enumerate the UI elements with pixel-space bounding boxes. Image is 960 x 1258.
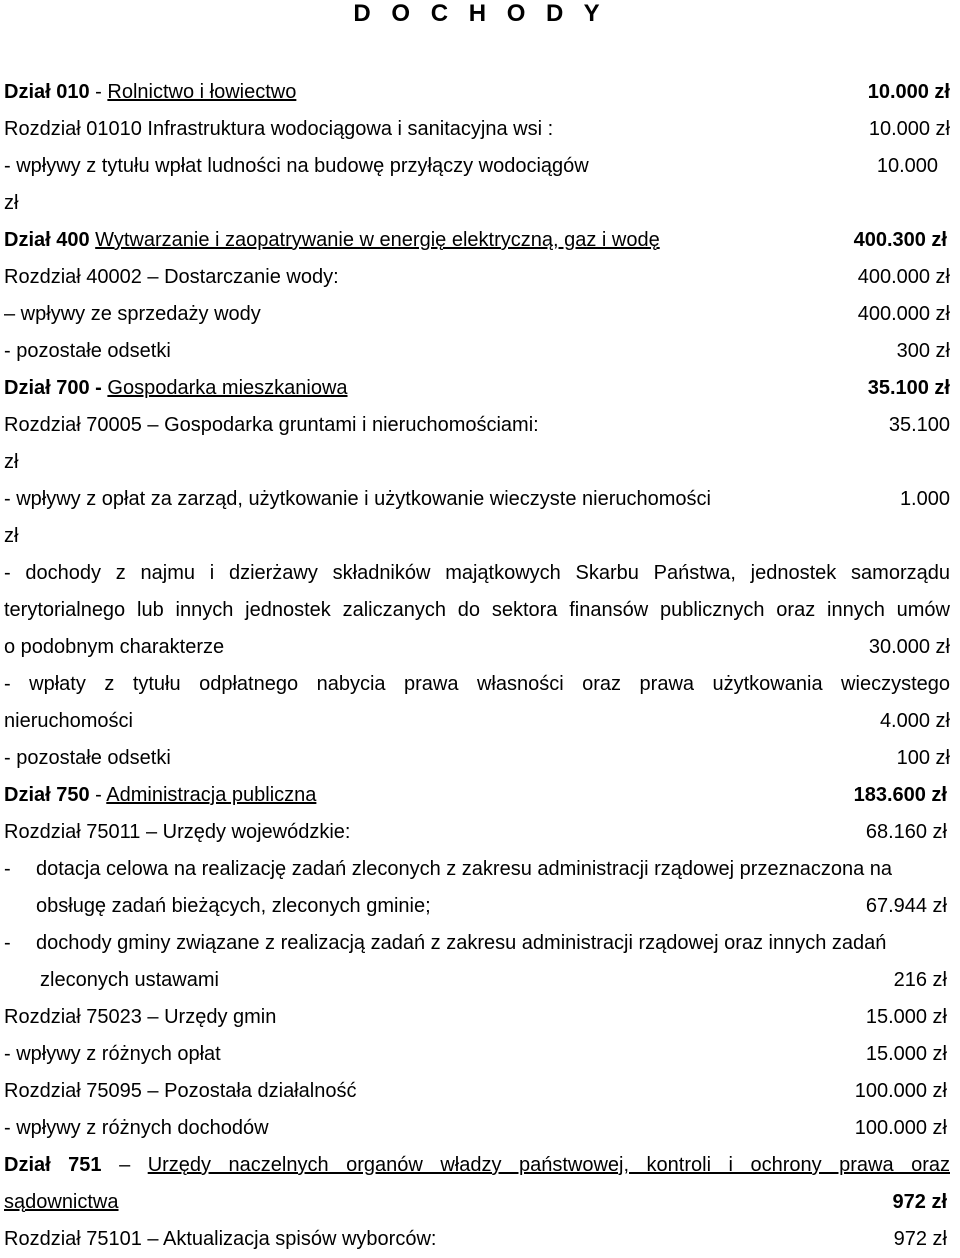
income-item-amount: 100.000 zł (854, 1117, 947, 1139)
chapter-75101-label: Rozdział 75101 – Aktualizacja spisów wyborców: (4, 1228, 437, 1250)
currency-wrap-line (4, 518, 950, 555)
section-700-amount: 35.100 zł (867, 377, 950, 399)
income-item-row (4, 629, 950, 666)
currency-unit: zł (4, 525, 19, 547)
income-item-amount: 100 zł (896, 747, 950, 769)
section-400-label: Dział 400 (4, 229, 90, 251)
income-item-row (4, 962, 950, 999)
income-item-label: - wpływy z opłat za zarząd, użytkowanie i użytkowanie wieczyste nieruchomości (4, 488, 711, 510)
chapter-75095-amount: 100.000 zł (854, 1080, 947, 1102)
chapter-75011-row (4, 814, 950, 851)
currency-unit: zł (4, 451, 19, 473)
income-item-row (4, 1036, 950, 1073)
income-item-label: zleconych ustawami (40, 969, 219, 991)
section-010-header (4, 74, 950, 111)
chapter-70005-amount: 35.100 (888, 414, 950, 436)
currency-wrap-line (4, 185, 950, 222)
income-item-amount: 67.944 zł (865, 895, 947, 917)
chapter-75011-amount: 68.160 zł (865, 821, 947, 843)
item-dash: - (4, 932, 11, 954)
income-item-label: dochody gminy związane z realizacją zadań z zakresu administracji rządowej oraz innych zadań (36, 932, 887, 954)
chapter-01010-amount: 10.000 zł (868, 118, 950, 140)
chapter-40002-amount: 400.000 zł (857, 266, 950, 288)
income-item-amount: 1.000 (899, 488, 950, 510)
section-400-amount: 400.300 zł (853, 229, 947, 251)
chapter-70005-label: Rozdział 70005 – Gospodarka gruntami i nieruchomościami: (4, 414, 539, 436)
income-item-line: terytorialnego lub innych jednostek zaliczanych do sektora finansów publicznych oraz innych umów (4, 599, 950, 621)
chapter-75011-label: Rozdział 75011 – Urzędy wojewódzkie: (4, 821, 351, 843)
chapter-75101-amount: 972 zł (893, 1228, 947, 1250)
section-750-label: Dział 750 (4, 784, 90, 806)
income-item-row (4, 333, 950, 370)
income-item-amount: 300 zł (896, 340, 950, 362)
section-010-name: Rolnictwo i łowiectwo (107, 81, 297, 103)
chapter-01010-row (4, 111, 950, 148)
income-item-row (4, 296, 950, 333)
section-700-label: Dział 700 - (4, 377, 108, 399)
income-item-label: – wpływy ze sprzedaży wody (4, 303, 261, 325)
income-item-amount: 10.000 (876, 155, 938, 177)
chapter-01010-label: Rozdział 01010 Infrastruktura wodociągowa i sanitacyjna wsi : (4, 118, 554, 140)
income-item-row (4, 148, 950, 185)
income-document (4, 74, 950, 1258)
income-item-label: obsługę zadań bieżących, zleconych gminie; (36, 895, 431, 917)
chapter-75023-amount: 15.000 zł (865, 1006, 947, 1028)
page-title: D O C H O D Y (353, 0, 607, 27)
section-010-amount: 10.000 zł (867, 81, 950, 103)
section-750-name: Administracja publiczna (106, 784, 317, 806)
income-item-label: - pozostałe odsetki (4, 747, 171, 769)
income-item-row (4, 888, 950, 925)
section-751-header-cont (4, 1184, 950, 1221)
currency-unit: zł (4, 192, 19, 214)
section-400-header (4, 222, 950, 259)
chapter-75095-row (4, 1073, 950, 1110)
income-item-label: o podobnym charakterze (4, 636, 225, 658)
income-item-amount: 400.000 zł (857, 303, 950, 325)
income-item-line: - dochody z najmu i dzierżawy składników majątkowych Skarbu Państwa, jednostek samorządu (4, 562, 950, 584)
income-item-label: dotacja celowa na realizację zadań zleconych z zakresu administracji rządowej przeznaczona na (36, 858, 893, 880)
section-750-amount: 183.600 zł (853, 784, 947, 806)
income-item-label: - wpływy z tytułu wpłat ludności na budowę przyłączy wodociągów (4, 155, 589, 177)
income-item-row (4, 481, 950, 518)
income-item-label: nieruchomości (4, 710, 133, 732)
chapter-75023-row (4, 999, 950, 1036)
currency-wrap-line (4, 444, 950, 481)
section-010-label: Dział 010 (4, 81, 90, 103)
income-item-row (4, 740, 950, 777)
income-item-row (4, 1110, 950, 1147)
chapter-75095-label: Rozdział 75095 – Pozostała działalność (4, 1080, 357, 1102)
section-010-separator: - (89, 81, 108, 103)
income-item-amount: 216 zł (893, 969, 947, 991)
item-dash: - (4, 858, 11, 880)
income-item-amount: 30.000 zł (868, 636, 950, 658)
section-751-label: Dział 751 (4, 1154, 102, 1176)
chapter-70005-row (4, 407, 950, 444)
income-item-line: - wpłaty z tytułu odpłatnego nabycia prawa własności oraz prawa użytkowania wieczystego (4, 673, 950, 695)
section-750-header (4, 777, 950, 814)
section-751-separator: – (101, 1154, 148, 1176)
section-751-amount: 972 zł (892, 1191, 947, 1213)
section-700-header (4, 370, 950, 407)
chapter-40002-row (4, 259, 950, 296)
income-item-line (4, 851, 950, 888)
income-item-line (4, 925, 950, 962)
chapter-75023-label: Rozdział 75023 – Urzędy gmin (4, 1006, 277, 1028)
income-item-label: - pozostałe odsetki (4, 340, 171, 362)
income-item-amount: 15.000 zł (865, 1043, 947, 1065)
income-item-label: - wpływy z różnych opłat (4, 1043, 221, 1065)
section-400-name: Wytwarzanie i zaopatrywanie w energię elektryczną, gaz i wodę (95, 229, 660, 251)
chapter-40002-label: Rozdział 40002 – Dostarczanie wody: (4, 266, 339, 288)
chapter-75101-row (4, 1221, 950, 1258)
section-700-name: Gospodarka mieszkaniowa (107, 377, 348, 399)
income-item-amount: 4.000 zł (879, 710, 950, 732)
income-item-label: - wpływy z różnych dochodów (4, 1117, 269, 1139)
section-751-name: Urzędy naczelnych organów władzy państwowej, kontroli i ochrony prawa oraz (147, 1154, 950, 1176)
section-751-name-cont: sądownictwa (4, 1191, 119, 1213)
section-750-separator: - (89, 784, 107, 806)
section-751-header (4, 1147, 950, 1184)
income-item-row (4, 703, 950, 740)
